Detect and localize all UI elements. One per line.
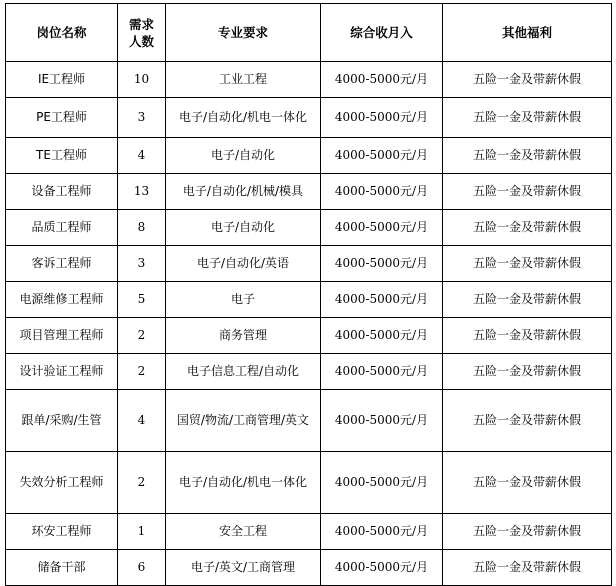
cell-salary: 4000-5000元/月 [321, 390, 443, 452]
cell-benefits: 五险一金及带薪休假 [443, 210, 612, 246]
cell-position: 项目管理工程师 [6, 318, 118, 354]
table-row [6, 62, 612, 98]
table-row [6, 390, 612, 452]
cell-position: 设备工程师 [6, 174, 118, 210]
cell-benefits: 五险一金及带薪休假 [443, 246, 612, 282]
cell-salary: 4000-5000元/月 [321, 282, 443, 318]
cell-major: 国贸/物流/工商管理/英文 [166, 390, 321, 452]
header-count [118, 4, 166, 62]
cell-major: 电子/自动化/机电一体化 [166, 98, 321, 138]
cell-position: 电源维修工程师 [6, 282, 118, 318]
cell-count: 2 [118, 318, 166, 354]
cell-salary: 4000-5000元/月 [321, 246, 443, 282]
cell-benefits: 五险一金及带薪休假 [443, 318, 612, 354]
cell-position: 储备干部 [6, 550, 118, 586]
cell-count: 4 [118, 138, 166, 174]
table-row [6, 550, 612, 586]
cell-position: PE工程师 [6, 98, 118, 138]
cell-position: 品质工程师 [6, 210, 118, 246]
cell-major: 电子/自动化 [166, 210, 321, 246]
cell-count: 10 [118, 62, 166, 98]
cell-benefits: 五险一金及带薪休假 [443, 452, 612, 514]
cell-major: 商务管理 [166, 318, 321, 354]
cell-salary: 4000-5000元/月 [321, 354, 443, 390]
header-benefits: 其他福利 [443, 4, 612, 62]
cell-count: 1 [118, 514, 166, 550]
table-header-row [6, 4, 612, 62]
cell-major: 电子/自动化/英语 [166, 246, 321, 282]
table-row [6, 174, 612, 210]
table-row [6, 282, 612, 318]
header-count-line1: 需求 [128, 16, 154, 32]
cell-position: IE工程师 [6, 62, 118, 98]
cell-salary: 4000-5000元/月 [321, 210, 443, 246]
cell-count: 3 [118, 98, 166, 138]
cell-major: 电子/自动化 [166, 138, 321, 174]
cell-major: 电子/自动化/机械/模具 [166, 174, 321, 210]
table-row [6, 246, 612, 282]
cell-major: 电子/英文/工商管理 [166, 550, 321, 586]
cell-salary: 4000-5000元/月 [321, 62, 443, 98]
cell-benefits: 五险一金及带薪休假 [443, 138, 612, 174]
header-position: 岗位名称 [6, 4, 118, 62]
cell-major: 安全工程 [166, 514, 321, 550]
cell-position: 跟单/采购/生管 [6, 390, 118, 452]
cell-benefits: 五险一金及带薪休假 [443, 514, 612, 550]
cell-count: 6 [118, 550, 166, 586]
cell-salary: 4000-5000元/月 [321, 514, 443, 550]
cell-count: 5 [118, 282, 166, 318]
cell-salary: 4000-5000元/月 [321, 452, 443, 514]
cell-major: 电子 [166, 282, 321, 318]
cell-benefits: 五险一金及带薪休假 [443, 550, 612, 586]
cell-benefits: 五险一金及带薪休假 [443, 174, 612, 210]
recruitment-table [5, 3, 612, 586]
cell-benefits: 五险一金及带薪休假 [443, 98, 612, 138]
cell-major: 工业工程 [166, 62, 321, 98]
cell-salary: 4000-5000元/月 [321, 138, 443, 174]
header-salary: 综合收月入 [321, 4, 443, 62]
cell-count: 3 [118, 246, 166, 282]
cell-salary: 4000-5000元/月 [321, 98, 443, 138]
table-row [6, 210, 612, 246]
cell-salary: 4000-5000元/月 [321, 318, 443, 354]
cell-benefits: 五险一金及带薪休假 [443, 390, 612, 452]
cell-position: TE工程师 [6, 138, 118, 174]
cell-benefits: 五险一金及带薪休假 [443, 62, 612, 98]
table-row [6, 138, 612, 174]
cell-count: 8 [118, 210, 166, 246]
cell-count: 2 [118, 354, 166, 390]
table-row [6, 354, 612, 390]
cell-position: 客诉工程师 [6, 246, 118, 282]
cell-count: 2 [118, 452, 166, 514]
cell-count: 4 [118, 390, 166, 452]
cell-position: 环安工程师 [6, 514, 118, 550]
cell-count: 13 [118, 174, 166, 210]
cell-salary: 4000-5000元/月 [321, 550, 443, 586]
header-major: 专业要求 [166, 4, 321, 62]
header-count-line2: 人数 [128, 33, 154, 49]
table-row [6, 98, 612, 138]
cell-benefits: 五险一金及带薪休假 [443, 282, 612, 318]
table-row [6, 452, 612, 514]
table-row [6, 514, 612, 550]
cell-salary: 4000-5000元/月 [321, 174, 443, 210]
cell-benefits: 五险一金及带薪休假 [443, 354, 612, 390]
cell-position: 失效分析工程师 [6, 452, 118, 514]
cell-major: 电子/自动化/机电一体化 [166, 452, 321, 514]
table-row [6, 318, 612, 354]
cell-position: 设计验证工程师 [6, 354, 118, 390]
cell-major: 电子信息工程/自动化 [166, 354, 321, 390]
